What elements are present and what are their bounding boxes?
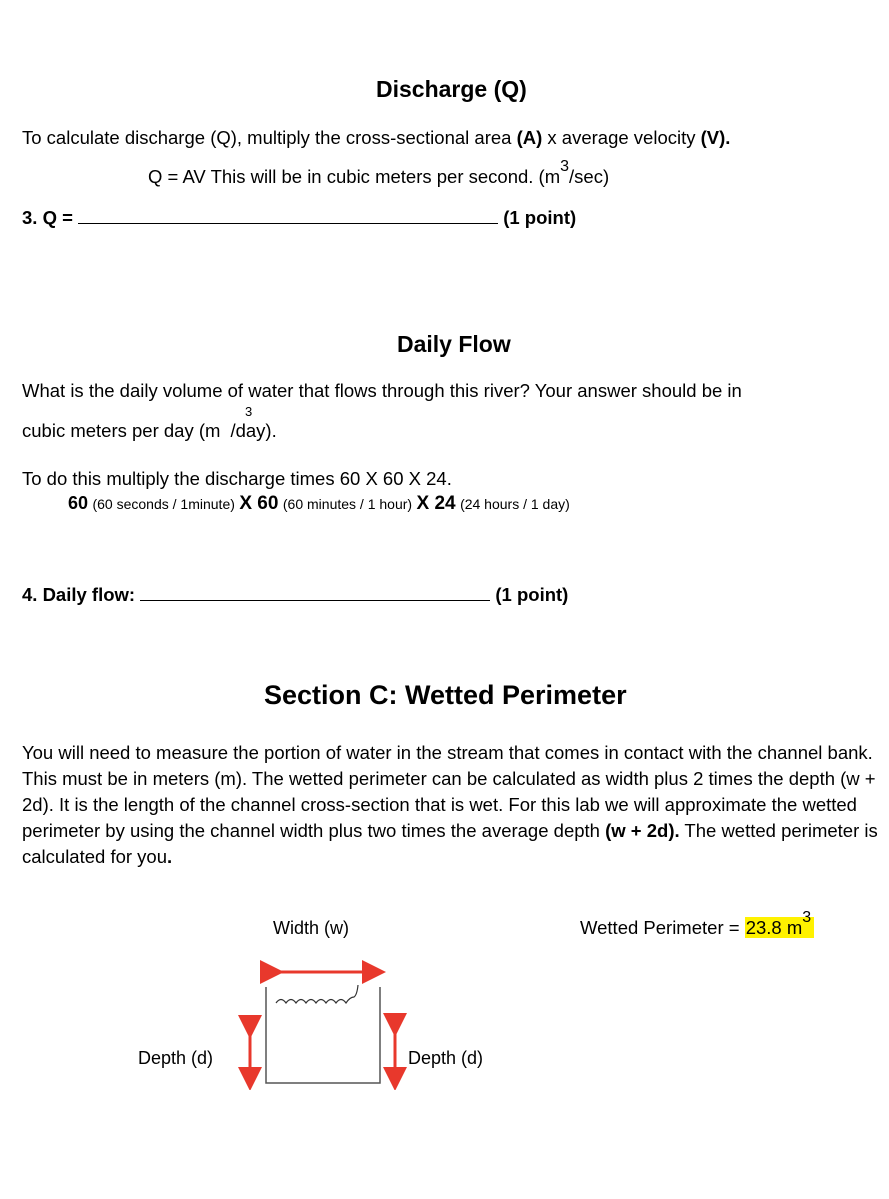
daily-flow-instruction: To do this multiply the discharge times 60 X 60 X 24. bbox=[22, 468, 452, 489]
question-4-answer-line[interactable] bbox=[140, 582, 490, 601]
section-c-paragraph bbox=[22, 740, 882, 870]
daily-flow-question-unit: /day). bbox=[230, 420, 277, 441]
formula-factor-3-desc: (24 hours / 1 day) bbox=[460, 496, 570, 512]
wetted-perimeter-exponent: 3 bbox=[802, 909, 812, 926]
formula-factor-3: X 24 bbox=[416, 493, 456, 514]
intro-text-1: To calculate discharge (Q), multiply the cross-sectional area bbox=[22, 127, 517, 148]
section-c-text-end: The wetted perimeter is calculated for you bbox=[22, 820, 878, 867]
question-3 bbox=[22, 205, 576, 229]
section-c-formula: (w + 2d). bbox=[605, 820, 680, 841]
question-3-answer-line[interactable] bbox=[78, 205, 498, 224]
channel-diagram bbox=[230, 955, 410, 1090]
formula-factor-1-desc: (60 seconds / 1minute) bbox=[92, 496, 235, 512]
formula-text: Q = AV This will be in cubic meters per second. (m bbox=[148, 166, 561, 187]
daily-flow-formula bbox=[68, 493, 570, 515]
discharge-title: Discharge (Q) bbox=[376, 76, 527, 102]
intro-text-2: x average velocity bbox=[542, 127, 701, 148]
daily-flow-question-line2 bbox=[22, 420, 277, 442]
wetted-perimeter-number: 23.8 m bbox=[745, 917, 803, 938]
daily-flow-question-exponent: 3 bbox=[245, 404, 253, 419]
intro-velocity-symbol: (V). bbox=[700, 127, 731, 148]
question-3-points: (1 point) bbox=[503, 207, 577, 228]
question-3-label: 3. Q = bbox=[22, 207, 73, 228]
question-4-number: 4 bbox=[22, 584, 33, 605]
formula-unit: /sec) bbox=[569, 166, 610, 187]
depth-right-label: Depth (d) bbox=[408, 1048, 484, 1068]
question-4-points: (1 point) bbox=[495, 584, 569, 605]
water-surface bbox=[276, 985, 358, 1003]
question-4-label: . Daily flow: bbox=[32, 584, 136, 605]
section-c-title: Section C: Wetted Perimeter bbox=[264, 680, 627, 710]
discharge-intro bbox=[22, 127, 730, 149]
width-label: Width (w) bbox=[273, 918, 349, 938]
question-4 bbox=[22, 582, 568, 606]
daily-flow-question-text: cubic meters per day (m bbox=[22, 420, 221, 441]
formula-exponent: 3 bbox=[560, 158, 570, 175]
discharge-formula bbox=[148, 158, 610, 188]
section-c-period: . bbox=[167, 846, 173, 867]
channel-cross-section bbox=[266, 987, 380, 1083]
wetted-perimeter-result bbox=[580, 909, 814, 939]
depth-left-label: Depth (d) bbox=[138, 1048, 214, 1068]
daily-flow-question-line1: What is the daily volume of water that flows through this river? Your answer should be in bbox=[22, 380, 742, 401]
intro-area-symbol: (A) bbox=[516, 127, 543, 148]
formula-factor-1: 60 bbox=[68, 493, 89, 513]
wetted-perimeter-label: Wetted Perimeter = bbox=[580, 917, 745, 938]
wetted-perimeter-value bbox=[745, 909, 814, 938]
formula-factor-2: X 60 bbox=[239, 493, 279, 514]
formula-factor-2-desc: (60 minutes / 1 hour) bbox=[282, 496, 413, 512]
section-c-text: You will need to measure the portion of water in the stream that comes in contact with the channel bank. This must be in meters (m). The wetted perimeter can be calculated as width plus 2 times the depth (w + 2d). It is the length of the channel cross-section that is wet. For this lab we will approximate the wetted perimeter by using the channel width plus two times the average depth bbox=[22, 742, 876, 841]
daily-flow-title: Daily Flow bbox=[397, 331, 511, 357]
